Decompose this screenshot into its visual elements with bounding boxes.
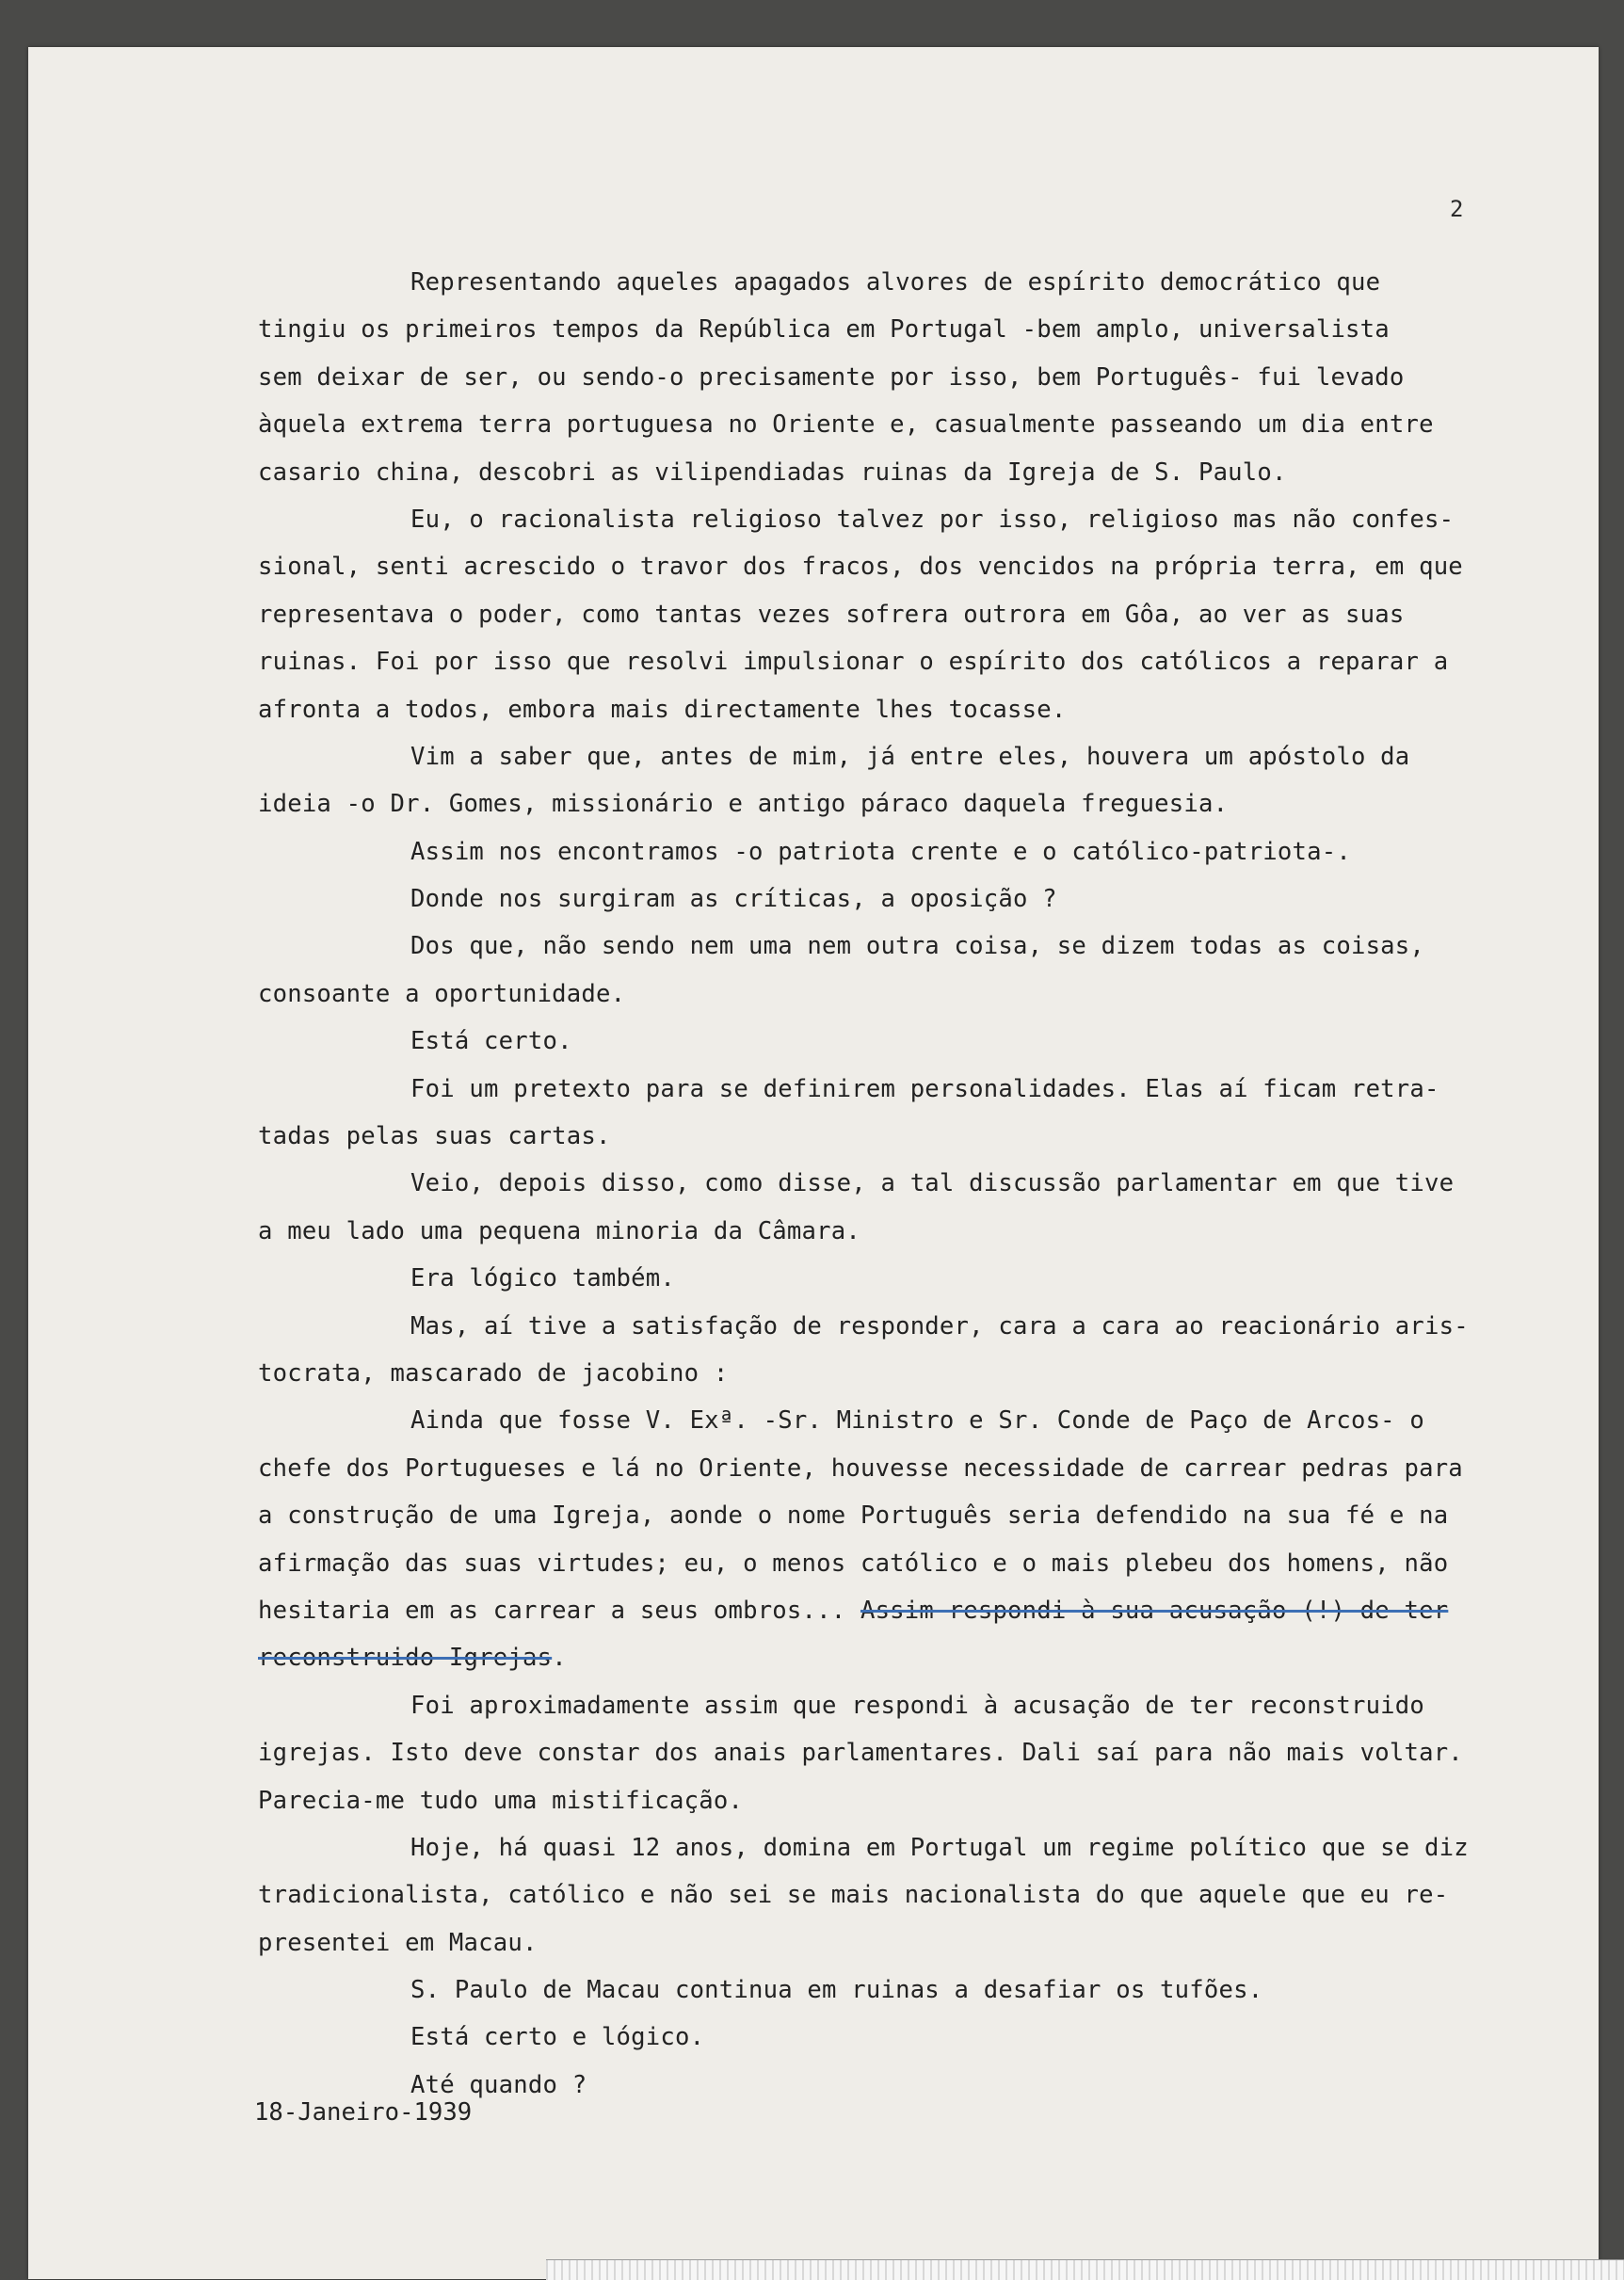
text-line: Parecia-me tudo uma mistificação. — [258, 1786, 744, 1815]
struck-through-text: reconstruido Igrejas — [258, 1644, 553, 1673]
document-date: 18-Janeiro-1939 — [254, 2098, 473, 2127]
text-line: Está certo. — [410, 1027, 572, 1056]
text-line: Mas, aí tive a satisfação de responder, cara a cara ao reacionário aris- — [410, 1311, 1469, 1341]
text-line: ruinas. Foi por isso que resolvi impulsionar o espírito dos católicos a reparar a — [258, 648, 1449, 677]
text-fragment: hesitaria em as carrear a seus ombros... — [258, 1596, 860, 1625]
text-line: afronta a todos, embora mais directamente lhes tocasse. — [258, 695, 1067, 724]
text-line: Eu, o racionalista religioso talvez por isso, religioso mas não confes- — [410, 505, 1455, 534]
text-line: tadas pelas suas cartas. — [258, 1122, 611, 1151]
text-line: Dos que, não sendo nem uma nem outra coisa, se dizem todas as coisas, — [410, 932, 1425, 961]
text-line-with-strikethrough — [258, 1587, 1567, 1634]
page-number: 2 — [1450, 196, 1464, 222]
text-line: Foi aproximadamente assim que respondi à acusação de ter reconstruido — [410, 1691, 1425, 1720]
text-line: Ainda que fosse V. Exª. -Sr. Ministro e Sr. Conde de Paço de Arcos- o — [410, 1406, 1425, 1436]
text-line: a meu lado uma pequena minoria da Câmara. — [258, 1216, 860, 1245]
scan-ruler — [546, 2259, 1624, 2280]
struck-through-text: Assim respondi à sua acusação (!) de ter — [860, 1596, 1449, 1625]
text-line-with-strikethrough — [258, 1634, 1567, 1681]
text-line: Até quando ? — [410, 2070, 587, 2099]
text-line: consoante a oportunidade. — [258, 979, 626, 1008]
text-line: representava o poder, como tantas vezes sofrera outrora em Gôa, ao ver as suas — [258, 600, 1405, 629]
text-line: igrejas. Isto deve constar dos anais parlamentares. Dali saí para não mais voltar. — [258, 1739, 1463, 1768]
text-line: Está certo e lógico. — [410, 2023, 705, 2052]
text-line: sem deixar de ser, ou sendo-o precisamente por isso, bem Português- fui levado — [258, 362, 1405, 392]
text-line: afirmação das suas virtudes; eu, o menos católico e o mais plebeu dos homens, não — [258, 1549, 1449, 1578]
text-line: tradicionalista, católico e não sei se mais nacionalista do que aquele que eu re- — [258, 1881, 1449, 1910]
text-line: Vim a saber que, antes de mim, já entre eles, houvera um apóstolo da — [410, 742, 1410, 771]
text-line: S. Paulo de Macau continua em ruinas a desafiar os tufões. — [410, 1976, 1263, 2005]
text-line: Assim nos encontramos -o patriota crente e o católico-patriota-. — [410, 837, 1351, 866]
text-line: Veio, depois disso, como disse, a tal discussão parlamentar em que tive — [410, 1169, 1455, 1198]
document-page — [28, 47, 1599, 2279]
text-line: Hoje, há quasi 12 anos, domina em Portugal um regime político que se diz — [410, 1833, 1469, 1862]
text-line: casario china, descobri as vilipendiadas ruinas da Igreja de S. Paulo. — [258, 458, 1287, 487]
text-line: àquela extrema terra portuguesa no Oriente e, casualmente passeando um dia entre — [258, 410, 1434, 440]
text-line: Representando aqueles apagados alvores de espírito democrático que — [410, 268, 1381, 297]
text-line: Donde nos surgiram as críticas, a oposição ? — [410, 885, 1057, 914]
document-body — [258, 259, 1567, 2109]
text-line: tingiu os primeiros tempos da República em Portugal -bem amplo, universalista — [258, 315, 1390, 345]
text-line: Era lógico também. — [410, 1264, 675, 1293]
text-fragment: . — [552, 1644, 567, 1673]
text-line: presentei em Macau. — [258, 1928, 538, 1957]
text-line: tocrata, mascarado de jacobino : — [258, 1358, 729, 1388]
text-line: Foi um pretexto para se definirem personalidades. Elas aí ficam retra- — [410, 1074, 1439, 1103]
text-line: sional, senti acrescido o travor dos fracos, dos vencidos na própria terra, em que — [258, 553, 1463, 582]
text-line: ideia -o Dr. Gomes, missionário e antigo páraco daquela freguesia. — [258, 790, 1229, 819]
text-line: chefe dos Portugueses e lá no Oriente, houvesse necessidade de carrear pedras para — [258, 1453, 1463, 1483]
text-line: a construção de uma Igreja, aonde o nome Português seria defendido na sua fé e na — [258, 1501, 1449, 1531]
